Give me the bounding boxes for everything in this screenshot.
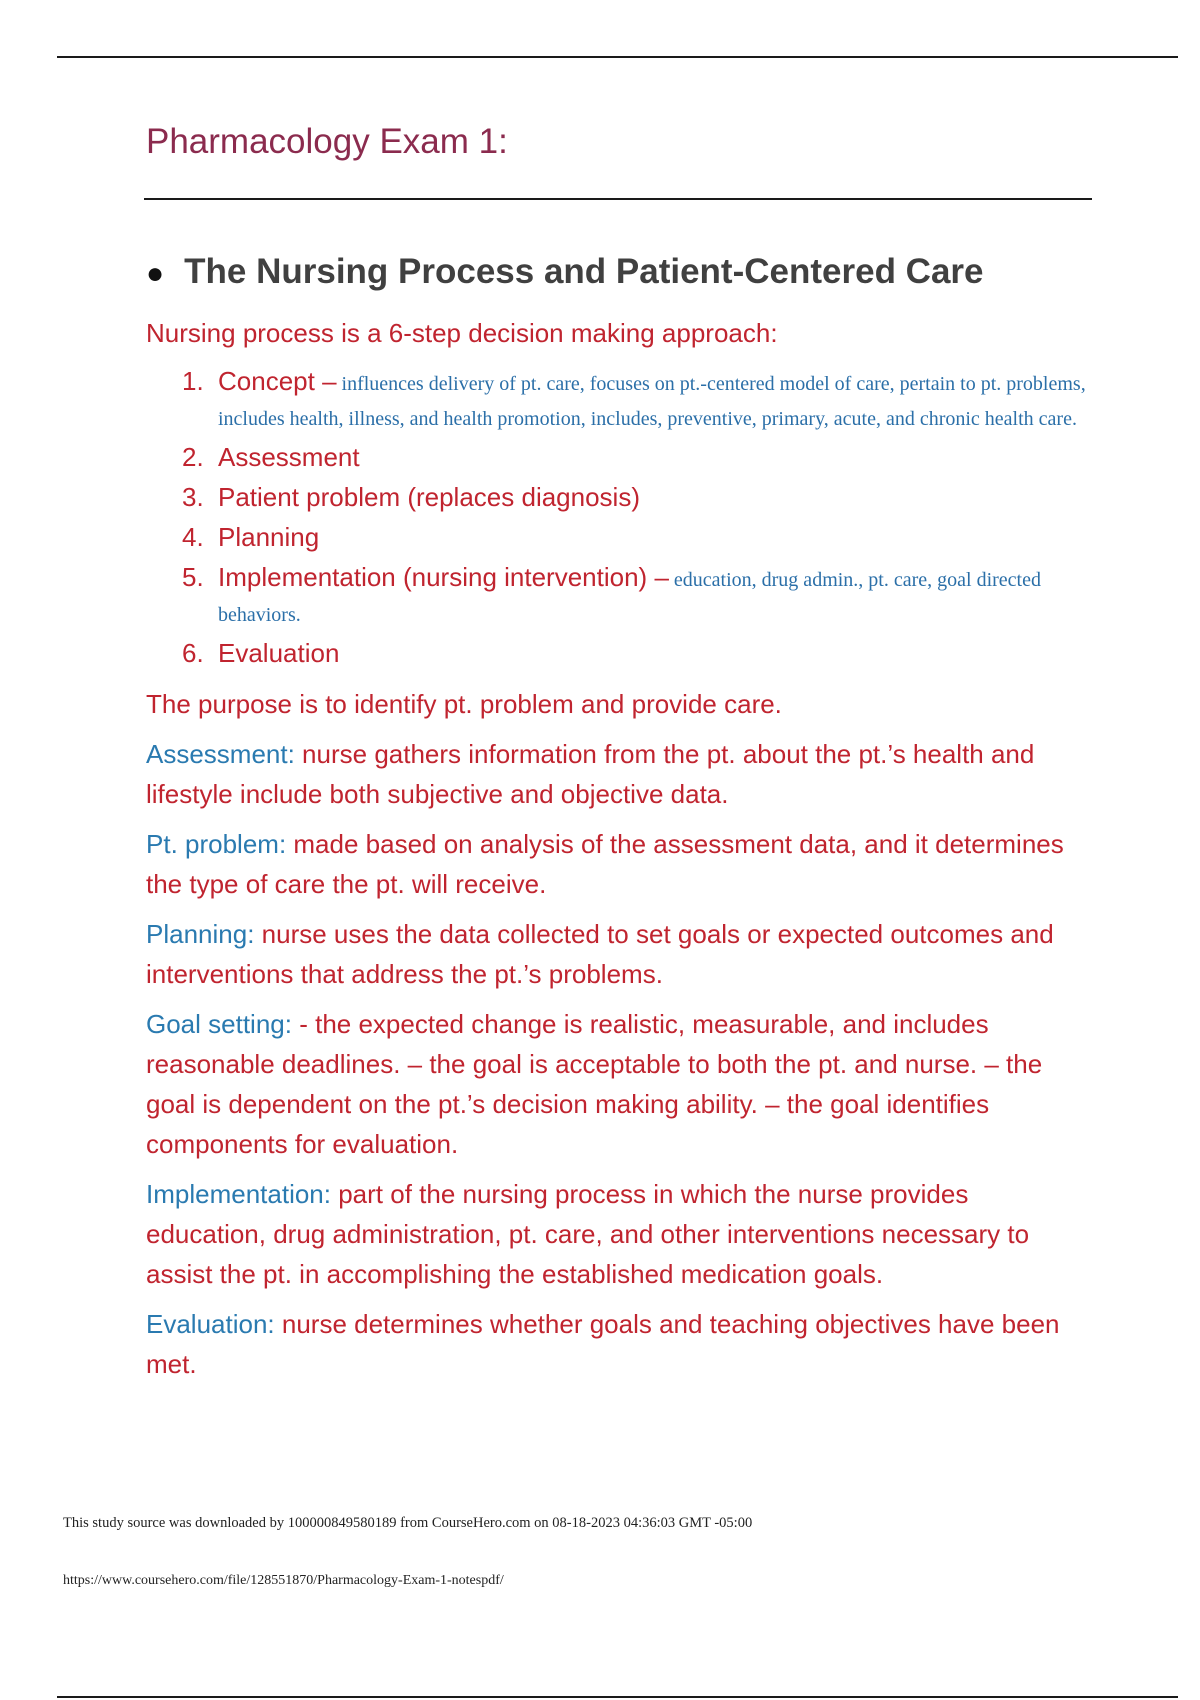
- step-number: 6.: [182, 638, 204, 668]
- definition-text: nurse gathers information from the pt. about the pt.’s health and lifestyle include both subjective and objective data.: [146, 739, 1035, 809]
- definition-planning: [146, 914, 1091, 994]
- process-steps-list: [146, 364, 1091, 670]
- definition-evaluation: [146, 1304, 1091, 1384]
- step-number: 5.: [182, 562, 204, 592]
- step-label: Concept –: [218, 366, 337, 396]
- definition-pt-problem: [146, 824, 1091, 904]
- step-label: Implementation (nursing intervention) –: [218, 562, 669, 592]
- bottom-divider: [57, 1696, 1178, 1698]
- list-item: [146, 364, 1091, 434]
- step-label: Evaluation: [218, 638, 340, 668]
- definition-term: Assessment:: [146, 739, 295, 769]
- step-label: Planning: [218, 522, 320, 552]
- document-body: [146, 316, 1091, 1384]
- step-detail: education, drug admin., pt. care, goal directed behaviors.: [218, 569, 1041, 626]
- definition-term: Implementation:: [146, 1179, 331, 1209]
- definition-term: Planning:: [146, 919, 255, 949]
- title-underline: [144, 198, 1092, 200]
- step-number: 1.: [182, 366, 204, 396]
- top-divider: [57, 56, 1178, 58]
- definition-assessment: [146, 734, 1091, 814]
- section-heading: [146, 252, 984, 292]
- section-heading-text: The Nursing Process and Patient-Centered Care: [184, 252, 984, 291]
- bullet-icon: ●: [146, 257, 165, 290]
- intro-text: Nursing process is a 6-step decision making approach:: [146, 318, 778, 348]
- purpose-text: The purpose is to identify pt. problem and provide care.: [146, 689, 782, 719]
- definition-term: Pt. problem:: [146, 829, 287, 859]
- definition-text: - the expected change is realistic, measurable, and includes reasonable deadlines. – the goal is acceptable to both the pt. and nurse. – the goal is dependent on the pt.’s decision making ability. – the goal identifies components for evaluation.: [146, 1009, 1043, 1159]
- list-item: [146, 440, 1091, 474]
- definition-text: nurse uses the data collected to set goals or expected outcomes and interventions that address the pt.’s problems.: [146, 919, 1054, 989]
- definition-goal-setting: [146, 1004, 1091, 1164]
- step-number: 3.: [182, 482, 204, 512]
- step-number: 2.: [182, 442, 204, 472]
- definition-term: Goal setting:: [146, 1009, 292, 1039]
- step-detail: influences delivery of pt. care, focuses on pt.-centered model of care, pertain to pt. problems, includes health, illness, and health promotion, includes, preventive, primary, acute, and chronic health care.: [218, 373, 1086, 430]
- source-url[interactable]: https://www.coursehero.com/file/128551870/Pharmacology-Exam-1-notespdf/: [63, 1573, 504, 1588]
- definition-implementation: [146, 1174, 1091, 1294]
- list-item: [146, 520, 1091, 554]
- definition-text: made based on analysis of the assessment data, and it determines the type of care the pt. will receive.: [146, 829, 1064, 899]
- source-note: This study source was downloaded by 100000849580189 from CourseHero.com on 08-18-2023 04:36:03 GMT -05:00: [63, 1515, 753, 1531]
- step-label: Patient problem (replaces diagnosis): [218, 482, 640, 512]
- definition-text: part of the nursing process in which the nurse provides education, drug administration, pt. care, and other interventions necessary to assist the pt. in accomplishing the established medication goals.: [146, 1179, 1030, 1289]
- definition-term: Evaluation:: [146, 1309, 275, 1339]
- definition-text: nurse determines whether goals and teaching objectives have been met.: [146, 1309, 1060, 1379]
- list-item: [146, 560, 1091, 630]
- step-label: Assessment: [218, 442, 360, 472]
- list-item: [146, 636, 1091, 670]
- page-title: Pharmacology Exam 1:: [146, 122, 508, 161]
- step-number: 4.: [182, 522, 204, 552]
- list-item: [146, 480, 1091, 514]
